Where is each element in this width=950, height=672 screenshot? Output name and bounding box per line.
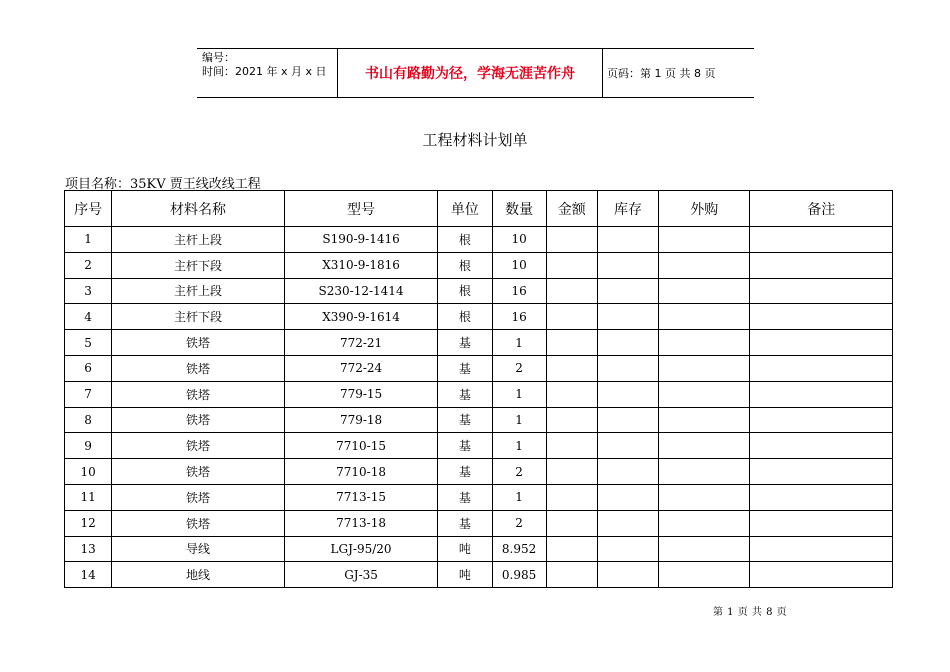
cell-purchase [659, 355, 750, 381]
cell-index: 13 [65, 536, 112, 562]
cell-stock [597, 433, 658, 459]
cell-amount [546, 330, 597, 356]
cell-purchase [659, 407, 750, 433]
cell-material: 铁塔 [112, 484, 285, 510]
header-divider [337, 49, 338, 97]
cell-remarks [750, 407, 893, 433]
cell-quantity: 10 [492, 227, 546, 253]
cell-unit: 基 [438, 433, 492, 459]
table-row [65, 562, 893, 588]
cell-model: 7710-15 [284, 433, 438, 459]
cell-remarks [750, 484, 893, 510]
table-row [65, 252, 893, 278]
header-motto: 书山有路勤为径，学海无涯苦作舟 [365, 66, 575, 82]
cell-amount [546, 562, 597, 588]
cell-material: 导线 [112, 536, 285, 562]
cell-amount [546, 227, 597, 253]
cell-stock [597, 381, 658, 407]
cell-unit: 基 [438, 330, 492, 356]
cell-index: 8 [65, 407, 112, 433]
col-header-remarks: 备注 [750, 191, 893, 227]
cell-stock [597, 510, 658, 536]
cell-model: 772-24 [284, 355, 438, 381]
cell-amount [546, 381, 597, 407]
cell-quantity: 8.952 [492, 536, 546, 562]
cell-index: 12 [65, 510, 112, 536]
cell-remarks [750, 278, 893, 304]
cell-quantity: 1 [492, 330, 546, 356]
cell-index: 10 [65, 459, 112, 485]
cell-stock [597, 536, 658, 562]
cell-unit: 吨 [438, 536, 492, 562]
cell-stock [597, 330, 658, 356]
cell-purchase [659, 252, 750, 278]
table-row [65, 536, 893, 562]
cell-stock [597, 252, 658, 278]
page-footer: 第 1 页 共 8 页 [713, 607, 788, 618]
cell-remarks [750, 536, 893, 562]
cell-unit: 根 [438, 304, 492, 330]
cell-remarks [750, 355, 893, 381]
cell-stock [597, 407, 658, 433]
cell-purchase [659, 484, 750, 510]
table-row [65, 227, 893, 253]
cell-purchase [659, 227, 750, 253]
cell-quantity: 16 [492, 304, 546, 330]
cell-index: 9 [65, 433, 112, 459]
cell-material: 地线 [112, 562, 285, 588]
cell-purchase [659, 536, 750, 562]
cell-model: 779-15 [284, 381, 438, 407]
cell-material: 铁塔 [112, 510, 285, 536]
cell-remarks [750, 304, 893, 330]
cell-index: 3 [65, 278, 112, 304]
cell-amount [546, 304, 597, 330]
cell-stock [597, 484, 658, 510]
cell-unit: 吨 [438, 562, 492, 588]
cell-remarks [750, 330, 893, 356]
cell-remarks [750, 381, 893, 407]
table-row [65, 278, 893, 304]
cell-remarks [750, 227, 893, 253]
col-header-index: 序号 [65, 191, 112, 227]
cell-unit: 根 [438, 252, 492, 278]
cell-unit: 基 [438, 459, 492, 485]
cell-amount [546, 278, 597, 304]
cell-model: S230-12-1414 [284, 278, 438, 304]
cell-amount [546, 355, 597, 381]
cell-index: 7 [65, 381, 112, 407]
cell-quantity: 2 [492, 510, 546, 536]
col-header-unit: 单位 [438, 191, 492, 227]
header-divider [602, 49, 603, 97]
cell-amount [546, 407, 597, 433]
document-title: 工程材料计划单 [422, 131, 528, 149]
cell-model: 7710-18 [284, 459, 438, 485]
cell-model: GJ-35 [284, 562, 438, 588]
cell-amount [546, 536, 597, 562]
cell-material: 铁塔 [112, 355, 285, 381]
table-row [65, 304, 893, 330]
cell-quantity: 2 [492, 355, 546, 381]
cell-purchase [659, 510, 750, 536]
cell-stock [597, 459, 658, 485]
table-row [65, 381, 893, 407]
cell-model: 779-18 [284, 407, 438, 433]
cell-remarks [750, 510, 893, 536]
col-header-purchase: 外购 [659, 191, 750, 227]
table-row [65, 330, 893, 356]
cell-amount [546, 459, 597, 485]
cell-quantity: 1 [492, 381, 546, 407]
cell-amount [546, 433, 597, 459]
cell-model: LGJ-95/20 [284, 536, 438, 562]
cell-material: 主杆上段 [112, 227, 285, 253]
cell-amount [546, 484, 597, 510]
cell-material: 铁塔 [112, 407, 285, 433]
table-row [65, 433, 893, 459]
cell-material: 铁塔 [112, 330, 285, 356]
cell-quantity: 0.985 [492, 562, 546, 588]
cell-remarks [750, 562, 893, 588]
table-row [65, 355, 893, 381]
cell-stock [597, 355, 658, 381]
cell-material: 铁塔 [112, 459, 285, 485]
cell-quantity: 16 [492, 278, 546, 304]
cell-model: X390-9-1614 [284, 304, 438, 330]
cell-quantity: 1 [492, 407, 546, 433]
cell-quantity: 1 [492, 433, 546, 459]
cell-purchase [659, 562, 750, 588]
col-header-model: 型号 [284, 191, 438, 227]
cell-stock [597, 304, 658, 330]
cell-unit: 基 [438, 355, 492, 381]
cell-model: 7713-15 [284, 484, 438, 510]
cell-unit: 根 [438, 278, 492, 304]
col-header-material: 材料名称 [112, 191, 285, 227]
cell-unit: 基 [438, 381, 492, 407]
cell-purchase [659, 381, 750, 407]
document-header [197, 48, 754, 98]
table-row [65, 484, 893, 510]
number-label: 编号： [202, 51, 235, 64]
table-row [65, 510, 893, 536]
col-header-stock: 库存 [597, 191, 658, 227]
table-row [65, 459, 893, 485]
cell-index: 2 [65, 252, 112, 278]
cell-index: 4 [65, 304, 112, 330]
header-meta [202, 51, 337, 79]
cell-unit: 根 [438, 227, 492, 253]
project-name: 项目名称：35KV 贾王线改线工程 [65, 177, 261, 192]
col-header-quantity: 数量 [492, 191, 546, 227]
cell-model: 7713-18 [284, 510, 438, 536]
cell-stock [597, 278, 658, 304]
table-row [65, 407, 893, 433]
materials-table [64, 190, 893, 588]
cell-stock [597, 562, 658, 588]
cell-quantity: 2 [492, 459, 546, 485]
cell-model: X310-9-1816 [284, 252, 438, 278]
cell-remarks [750, 252, 893, 278]
cell-purchase [659, 459, 750, 485]
table-header-row [65, 191, 893, 227]
col-header-amount: 金额 [546, 191, 597, 227]
cell-quantity: 10 [492, 252, 546, 278]
cell-purchase [659, 304, 750, 330]
cell-material: 主杆下段 [112, 304, 285, 330]
cell-index: 1 [65, 227, 112, 253]
cell-amount [546, 510, 597, 536]
cell-material: 铁塔 [112, 433, 285, 459]
cell-material: 铁塔 [112, 381, 285, 407]
cell-purchase [659, 433, 750, 459]
cell-material: 主杆上段 [112, 278, 285, 304]
cell-amount [546, 252, 597, 278]
cell-model: 772-21 [284, 330, 438, 356]
cell-index: 11 [65, 484, 112, 510]
cell-remarks [750, 459, 893, 485]
cell-purchase [659, 278, 750, 304]
cell-index: 5 [65, 330, 112, 356]
time-label: 时间：2021 年 x 月 x 日 [202, 65, 327, 78]
cell-quantity: 1 [492, 484, 546, 510]
cell-model: S190-9-1416 [284, 227, 438, 253]
cell-unit: 基 [438, 407, 492, 433]
page-code: 页码：第 1 页 共 8 页 [607, 67, 716, 80]
cell-remarks [750, 433, 893, 459]
cell-unit: 基 [438, 510, 492, 536]
cell-material: 主杆下段 [112, 252, 285, 278]
cell-index: 6 [65, 355, 112, 381]
cell-purchase [659, 330, 750, 356]
cell-stock [597, 227, 658, 253]
cell-unit: 基 [438, 484, 492, 510]
cell-index: 14 [65, 562, 112, 588]
